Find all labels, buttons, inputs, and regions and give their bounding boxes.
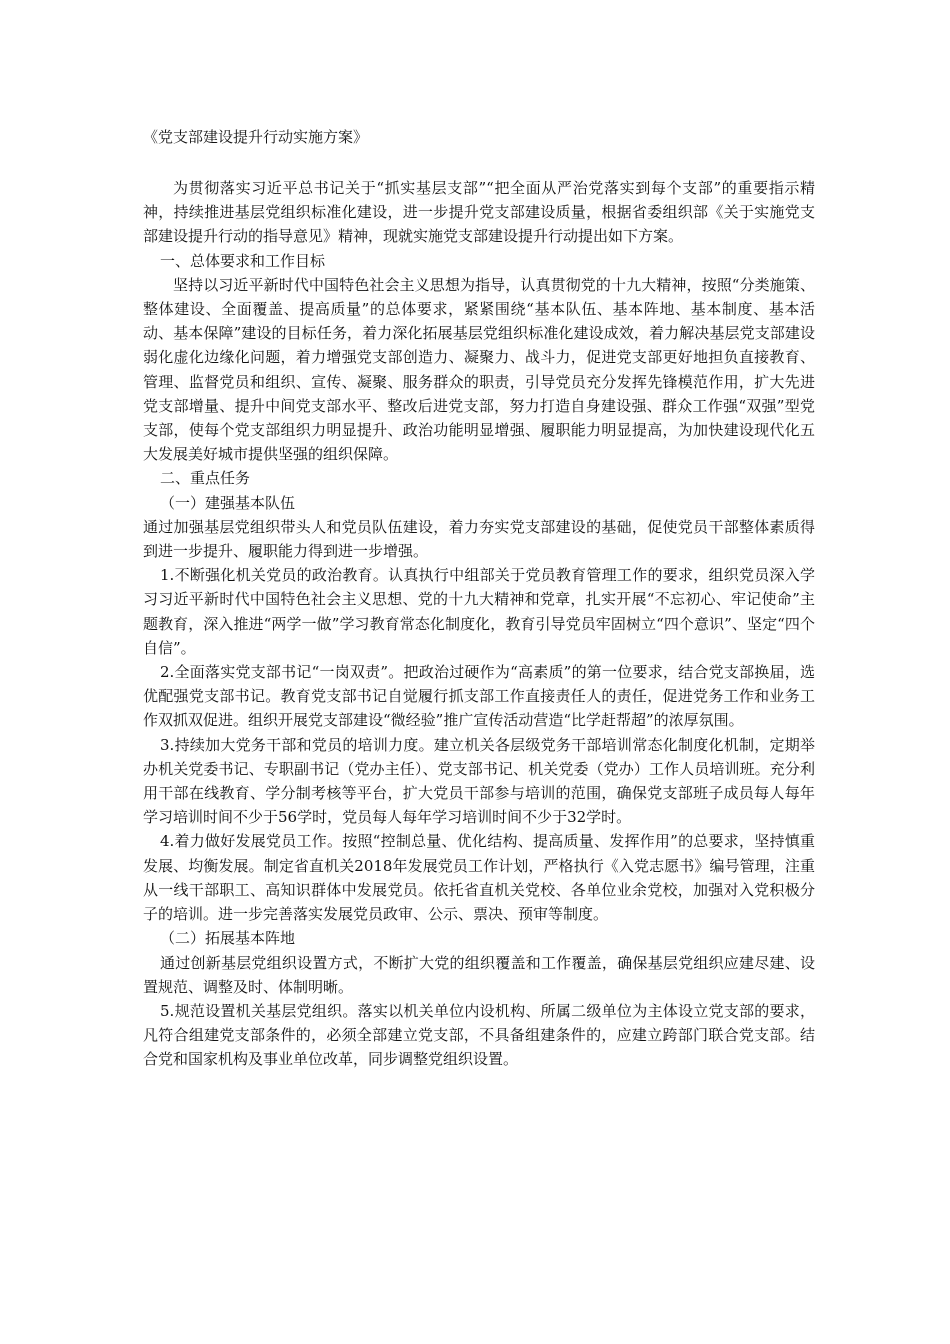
section-heading-1: 一、总体要求和工作目标 (160, 251, 326, 270)
document-page (143, 124, 815, 1072)
subsection-heading-2: （二）拓展基本阵地 (160, 929, 296, 948)
task-item-5: 5.规范设置机关基层党组织。落实以机关单位内设机构、所属二级单位为主体设立党支部的要求，凡符合组建党支部条件的，必须全部建立党支部，不具备组建条件的，应建立跨部门联合党支部。结合党和国家机构及事业单位改革，同步调整党组织设置。 (143, 1001, 815, 1069)
section-heading-2: 二、重点任务 (160, 469, 251, 488)
intro-paragraph: 为贯彻落实习近平总书记关于“抓实基层支部”“把全面从严治党落实到每个支部”的重要指示精神，持续推进基层党组织标准化建设，进一步提升党支部建设质量，根据省委组织部《关于实施党支部建设提升行动的指导意见》精神，现就实施党支部建设提升行动提出如下方案。 (143, 179, 815, 246)
task-item-1: 1.不断强化机关党员的政治教育。认真执行中组部关于党员教育管理工作的要求，组织党员深入学习习近平新时代中国特色社会主义思想、党的十九大精神和党章，扎实开展“不忘初心、牢记使命”主题教育，深入推进“两学一做”学习教育常态化制度化，教育引导党员牢固树立“四个意识”、坚定“四个自信”。 (143, 566, 815, 657)
subsection-heading-1: （一）建强基本队伍 (160, 493, 296, 512)
task-item-2: 2.全面落实党支部书记“一岗双责”。把政治过硬作为“高素质”的第一位要求，结合党支部换届，选优配强党支部书记。教育党支部书记自觉履行抓支部工作直接责任人的责任，促进党务工作和业务工作双抓双促进。组织开展党支部建设“微经验”推广宣传活动营造“比学赶帮超”的浓厚氛围。 (143, 663, 815, 730)
blank-line (143, 150, 815, 176)
subsection-1-paragraph: 通过加强基层党组织带头人和党员队伍建设，着力夯实党支部建设的基础，促使党员干部整体素质得到进一步提升、履职能力得到进一步增强。 (143, 517, 815, 561)
task-item-3: 3.持续加大党务干部和党员的培训力度。建立机关各层级党务干部培训常态化制度化机制，定期举办机关党委书记、专职副书记（党办主任）、党支部书记、机关党委（党办）工作人员培训班。充分利用干部在线教育、学分制考核等平台，扩大党员干部参与培训的范围，确保党支部班子成员每人每年学习培训时间不少于56学时，党员每人每年学习培训时间不少于32学时。 (143, 735, 815, 827)
subsection-2-paragraph: 通过创新基层党组织设置方式，不断扩大党的组织覆盖和工作覆盖，确保基层党组织应建尽建、设置规范、调整及时、体制明晰。 (143, 953, 815, 996)
section-1-paragraph: 坚持以习近平新时代中国特色社会主义思想为指导，认真贯彻党的十九大精神，按照“分类施策、整体建设、全面覆盖、提高质量”的总体要求，紧紧围绕“基本队伍、基本阵地、基本制度、基本活动、基本保障”建设的目标任务，着力深化拓展基层党组织标准化建设成效，着力解决基层党支部建设弱化虚化边缘化问题，着力增强党支部创造力、凝聚力、战斗力，促进党支部更好地担负直接教育、管理、监督党员和组织、宣传、凝聚、服务群众的职责，引导党员充分发挥先锋模范作用，扩大先进党支部增量、提升中间党支部水平、整改后进党支部，努力打造自身建设强、群众工作强“双强”型党支部，使每个党支部组织力明显提升、政治功能明显增强、履职能力明显提高，为加快建设现代化五大发展美好城市提供坚强的组织保障。 (143, 275, 815, 464)
task-item-4: 4.着力做好发展党员工作。按照“控制总量、优化结构、提高质量、发挥作用”的总要求，坚持慎重发展、均衡发展。制定省直机关2018年发展党员工作计划，严格执行《入党志愿书》编号管理，注重从一线干部职工、高知识群体中发展党员。依托省直机关党校、各单位业余党校，加强对入党积极分子的培训。进一步完善落实发展党员政审、公示、票决、预审等制度。 (143, 832, 815, 924)
document-title: 《党支部建设提升行动实施方案》 (143, 128, 369, 146)
